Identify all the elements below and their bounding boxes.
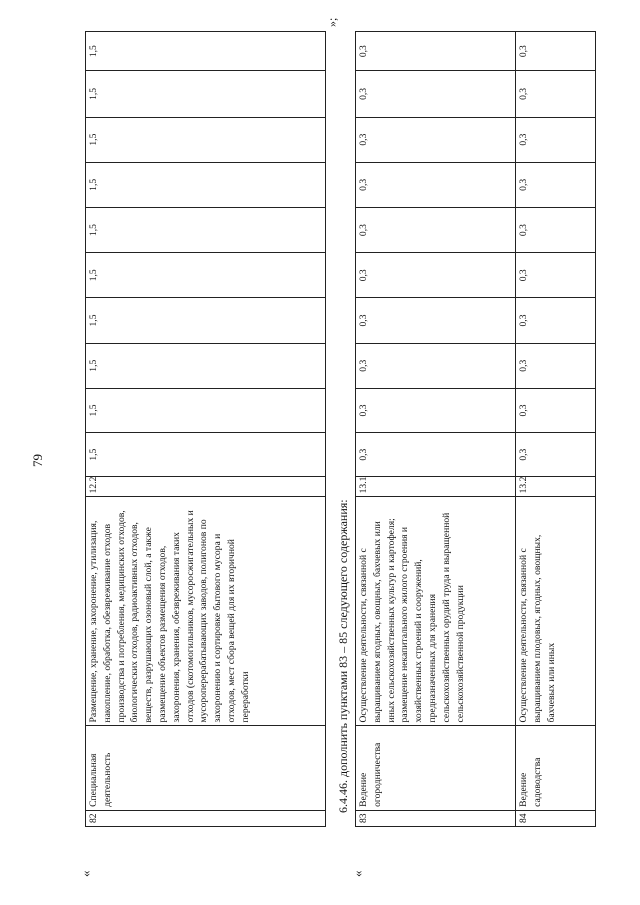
value-cell: 0,3: [516, 71, 596, 117]
page-number: 79: [30, 454, 45, 467]
table-row: [516, 32, 596, 827]
value-cell: 0,3: [356, 253, 516, 298]
instruction-text: 6.4.46. дополнить пунктами 83 – 85 следующего содержания:: [336, 499, 350, 813]
value-cell: 0,3: [356, 433, 516, 477]
value-cell: 1,5: [86, 117, 326, 162]
value-cell: 0,3: [516, 298, 596, 343]
value-cell: 0,3: [516, 207, 596, 252]
row-code: 13.2: [516, 477, 596, 497]
quote-open-1: «: [78, 870, 93, 877]
table-fragment-2: [355, 31, 596, 827]
row-name: Специальная деятельность: [86, 726, 326, 810]
value-cell: 0,3: [516, 388, 596, 432]
value-cell: 1,5: [86, 32, 326, 71]
quote-open-2: «: [350, 870, 365, 877]
value-cell: 0,3: [356, 71, 516, 117]
row-code: 13.1: [356, 477, 516, 497]
value-cell: 1,5: [86, 433, 326, 477]
row-number: 83: [356, 810, 516, 826]
value-cell: 1,5: [86, 207, 326, 252]
value-cell: 0,3: [356, 162, 516, 207]
value-cell: 1,5: [86, 298, 326, 343]
value-cell: 1,5: [86, 71, 326, 117]
value-cell: 0,3: [516, 253, 596, 298]
row-name: Ведение огородничества: [356, 726, 516, 810]
value-cell: 1,5: [86, 253, 326, 298]
table-row: [356, 32, 516, 827]
value-cell: 0,3: [516, 32, 596, 71]
value-cell: 0,3: [356, 207, 516, 252]
table-fragment-1: [85, 31, 326, 827]
row-number: 82: [86, 810, 326, 826]
row-description: Размещение, хранение, захоронение, утилизация, накопление, обработка, обезвреживание отходов производства и потребления, медицинских отходов, биологических отходов, радиоактивных отходов, веществ, разрушающих озоновый слой, а также размещение объектов размещения отходов, захоронения, хранения, обезвреживания таких отходов (скотомогильников, мусоросжигательных и мусороперерабатывающих заводов, полигонов по захоронению и сортировке бытового мусора и отходов, мест сбора вещей для их вторичной переработки: [86, 497, 326, 726]
value-cell: 0,3: [356, 343, 516, 388]
row-code: 12.2: [86, 477, 326, 497]
value-cell: 1,5: [86, 162, 326, 207]
value-cell: 0,3: [516, 343, 596, 388]
quote-close: »;: [325, 17, 339, 27]
value-cell: 1,5: [86, 388, 326, 432]
value-cell: 0,3: [356, 32, 516, 71]
value-cell: 0,3: [356, 388, 516, 432]
value-cell: 0,3: [516, 433, 596, 477]
row-description: Осуществление деятельности, связанной с выращиванием плодовых, ягодных, овощных, бахчевых или иных: [516, 497, 596, 726]
value-cell: 0,3: [516, 117, 596, 162]
table-row: [86, 32, 326, 827]
value-cell: 1,5: [86, 343, 326, 388]
row-description: Осуществление деятельности, связанной с выращиванием ягодных, овощных, бахчевых или иных сельскохозяйственных культур и картофеля; размещение некапитального жилого строения и хозяйственных строений и сооружений, предназначенных для хранения сельскохозяйственных орудий труда и выращенной сельскохозяйственной продукции: [356, 497, 516, 726]
value-cell: 0,3: [356, 298, 516, 343]
row-name: Ведение садоводства: [516, 726, 596, 810]
value-cell: 0,3: [516, 162, 596, 207]
row-number: 84: [516, 810, 596, 826]
value-cell: 0,3: [356, 117, 516, 162]
